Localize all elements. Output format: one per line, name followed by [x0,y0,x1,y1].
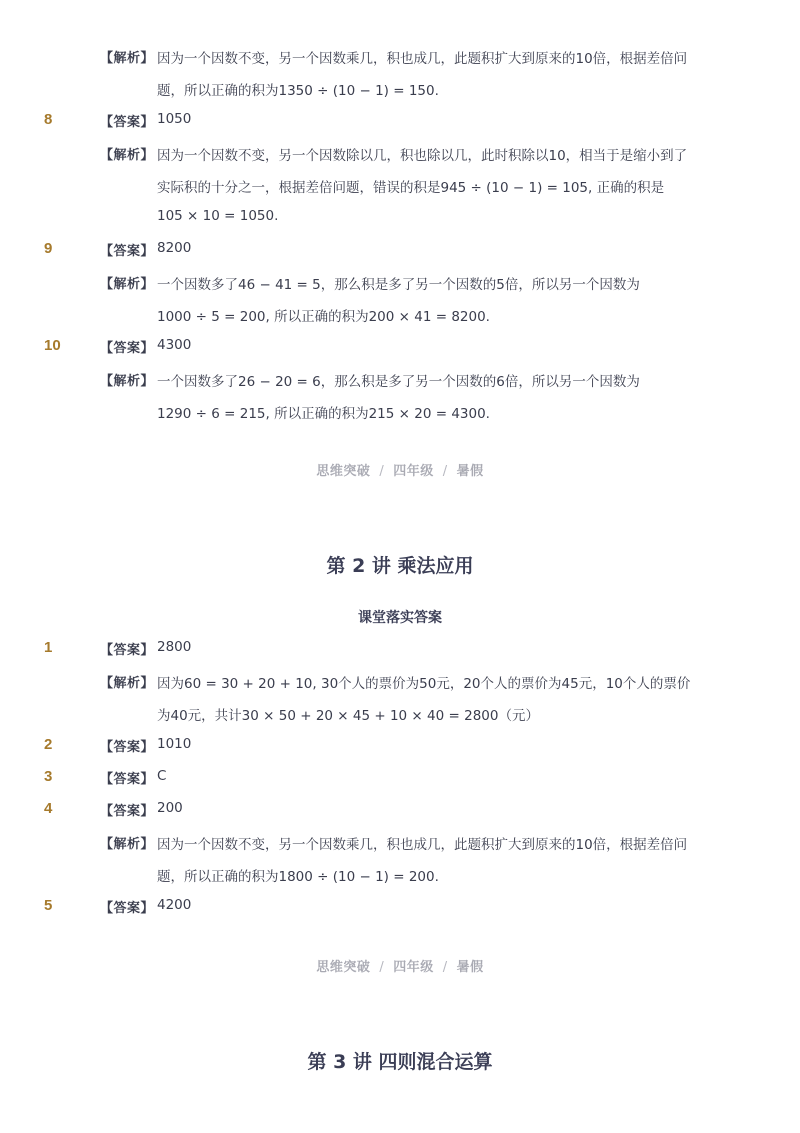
footer-separator: / [379,464,385,479]
footer-term: 暑假 [456,464,484,479]
l2-q1-analysis-line-2: 为40元，共计30 × 50 + 20 × 45 + 10 × 40 = 2800（元） [157,708,539,724]
answer-label: 【答案】 [100,772,155,787]
q8-analysis-line-1: 因为一个因数不变，另一个因数除以几，积也除以几，此时积除以10，相当于是缩小到了 [157,148,688,164]
footer-separator: / [442,960,448,975]
question-number-8: 8 [44,111,53,128]
l2-q3-answer: C [157,768,167,784]
analysis-label: 【解析】 [100,676,155,691]
analysis-label: 【解析】 [100,148,155,163]
page-footer [0,956,800,975]
answer-label: 【答案】 [100,804,155,819]
lecture-2-title: 第 2 讲 乘法应用 [326,555,474,577]
q7-analysis-line-2: 题，所以正确的积为1350 ÷ (10 − 1) = 150. [157,83,439,99]
question-number-9: 9 [44,240,53,257]
q7-analysis-line-1: 因为一个因数不变，另一个因数乘几，积也成几，此题积扩大到原来的10倍，根据差倍问 [157,51,688,67]
footer-series: 思维突破 [316,464,371,479]
question-number-3: 3 [44,768,53,785]
answer-label: 【答案】 [100,115,155,130]
l2-q5-answer: 4200 [157,897,192,913]
footer-separator: / [379,960,385,975]
question-number-4: 4 [44,800,53,817]
question-number-10: 10 [44,337,61,354]
l2-q1-analysis-line-1: 因为60 = 30 + 20 + 10, 30个人的票价为50元，20个人的票价为45元，10个人的票价 [157,676,691,692]
q9-analysis-line-1: 一个因数多了46 − 41 = 5，那么积是多了另一个因数的5倍，所以另一个因数为 [157,277,640,293]
q8-answer: 1050 [157,111,192,127]
answer-label: 【答案】 [100,341,155,356]
footer-separator: / [442,464,448,479]
q10-analysis-line-2: 1290 ÷ 6 = 215, 所以正确的积为215 × 20 = 4300. [157,406,490,422]
l2-q4-analysis-line-2: 题，所以正确的积为1800 ÷ (10 − 1) = 200. [157,869,439,885]
l2-q1-answer: 2800 [157,639,192,655]
q8-analysis-line-3: 105 × 10 = 1050. [157,208,279,224]
q8-analysis-line-2: 实际积的十分之一，根据差倍问题，错误的积是945 ÷ (10 − 1) = 105, 正确的积是 [157,180,665,196]
footer-series: 思维突破 [316,960,371,975]
footer-grade: 四年级 [393,464,434,479]
l2-q4-analysis-line-1: 因为一个因数不变，另一个因数乘几，积也成几，此题积扩大到原来的10倍，根据差倍问 [157,837,688,853]
footer-term: 暑假 [456,960,484,975]
question-number-1: 1 [44,639,53,656]
analysis-label: 【解析】 [100,51,155,66]
q10-answer: 4300 [157,337,192,353]
answer-label: 【答案】 [100,740,155,755]
analysis-label: 【解析】 [100,277,155,292]
page-footer [0,460,800,479]
q9-answer: 8200 [157,240,192,256]
question-number-5: 5 [44,897,53,914]
question-number-2: 2 [44,736,53,753]
q10-analysis-line-1: 一个因数多了26 − 20 = 6，那么积是多了另一个因数的6倍，所以另一个因数为 [157,374,640,390]
answer-label: 【答案】 [100,901,155,916]
answer-label: 【答案】 [100,643,155,658]
q9-analysis-line-2: 1000 ÷ 5 = 200, 所以正确的积为200 × 41 = 8200. [157,309,490,325]
lecture-2-subtitle: 课堂落实答案 [358,610,442,626]
footer-grade: 四年级 [393,960,434,975]
answer-label: 【答案】 [100,244,155,259]
analysis-label: 【解析】 [100,837,155,852]
analysis-label: 【解析】 [100,374,155,389]
l2-q4-answer: 200 [157,800,183,816]
lecture-3-title: 第 3 讲 四则混合运算 [307,1051,493,1073]
l2-q2-answer: 1010 [157,736,192,752]
